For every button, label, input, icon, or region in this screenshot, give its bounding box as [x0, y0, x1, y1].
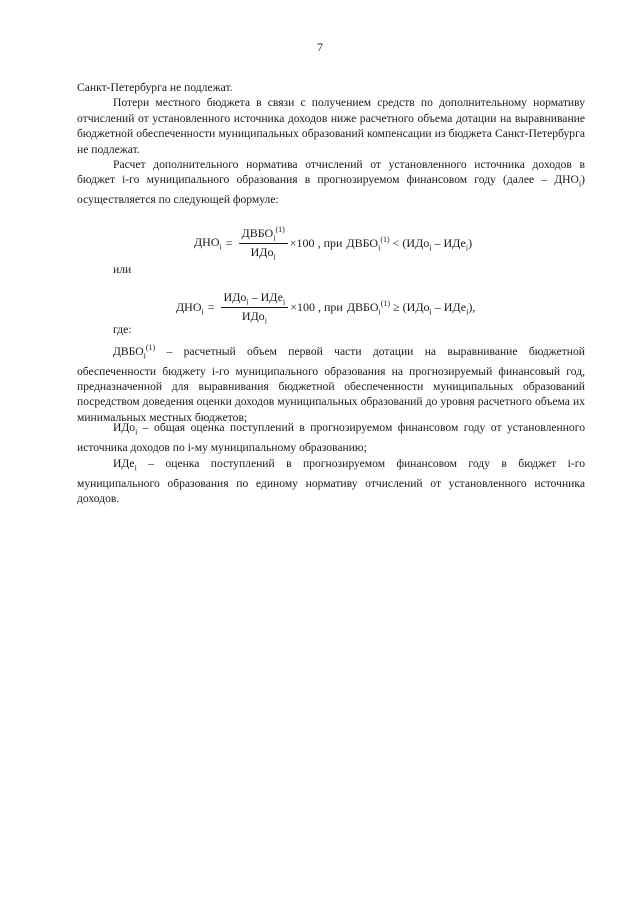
paragraph-3 [77, 157, 585, 208]
formula-2-fraction [221, 290, 289, 326]
definition-dvbo-text: – расчетный объем первой части дотации на выравнивание бюджетной обеспеченности бюджету i-го муниципального образования на прогнозируемый финансовый год, предназначенной для выравнивания бюджетной обеспеченности муниципальных образований посредством доведения оценки доходов муниципальных образований до уровня расчетного объема их минимальных местных бюджетов; [77, 344, 585, 424]
document-body [77, 80, 585, 208]
formula-2-equals: = [207, 300, 215, 315]
formula-1-condition-prefix: , при [317, 235, 343, 250]
definition-ido-text: – общая оценка поступлений в прогнозируемом финансовом году от установленного источника доходов по i-му муниципальному образованию; [77, 421, 585, 454]
formula-2 [176, 290, 475, 326]
definition-ido [77, 420, 585, 455]
where-label: где: [113, 323, 132, 336]
paragraph-1: Санкт-Петербурга не подлежат. [77, 81, 233, 94]
page-number: 7 [317, 40, 323, 54]
formula-2-multiplier: ×100 [290, 300, 315, 315]
paragraph-3-tail: ) осуществляется по следующей формуле: [77, 173, 585, 207]
formula-1-equals: = [225, 235, 233, 250]
definition-ido-symbol: ИДо$_i$ [113, 421, 138, 437]
formula-1-numerator: $ДВБО_i^{(1)}$ [239, 225, 288, 244]
formula-2-condition: $ДВБО_i^{(1)} \ge (ИДо_i - ИДе_i)$, [346, 299, 476, 317]
or-label: или [113, 263, 132, 276]
formula-1-condition: $ДВБО_i^{(1)} < (ИДо_i - ИДе_i)$ [346, 234, 473, 253]
formula-2-denominator: ИДо$_i$ [241, 309, 267, 326]
formula-1-denominator: ИДо$_i$ [250, 245, 276, 262]
definition-ide [77, 456, 585, 507]
formula-1 [194, 225, 472, 262]
definition-ide-text: – оценка поступлений в прогнозируемом финансовом году в бюджет i-го муниципального образования по единому нормативу отчислений от установленного источника доходов. [77, 457, 585, 506]
definition-dvbo-symbol: $ДВБО_i^{(1)}$ [113, 343, 156, 361]
paragraph-2: Потери местного бюджета в связи с получением средств по дополнительному нормативу отчислений от установленного источника доходов ниже расчетного объема дотации на выравнивание бюджетной обеспеченности муниципальных образований компенсации из бюджета Санкт-Петербурга не подлежат. [77, 96, 585, 156]
formula-2-numerator: ИДо$_i$ – ИДе$_i$ [221, 290, 289, 308]
formula-2-condition-prefix: , при [317, 300, 343, 315]
definition-ide-symbol: ИДе$_i$ [113, 457, 137, 473]
formula-2-lhs: $ДНО_i$ [176, 299, 204, 317]
definition-dvbo [77, 340, 585, 425]
dno-symbol: $ДНО_i$ [554, 173, 582, 189]
formula-1-fraction [239, 225, 288, 262]
paragraph-3-text: Расчет дополнительного норматива отчислений от установленного источника доходов в бюджет i-го муниципального образования в прогнозируемом финансовом году (далее – [77, 158, 585, 187]
formula-1-multiplier: ×100 [289, 235, 315, 250]
formula-1-lhs: $ДНО_i$ [194, 235, 222, 252]
